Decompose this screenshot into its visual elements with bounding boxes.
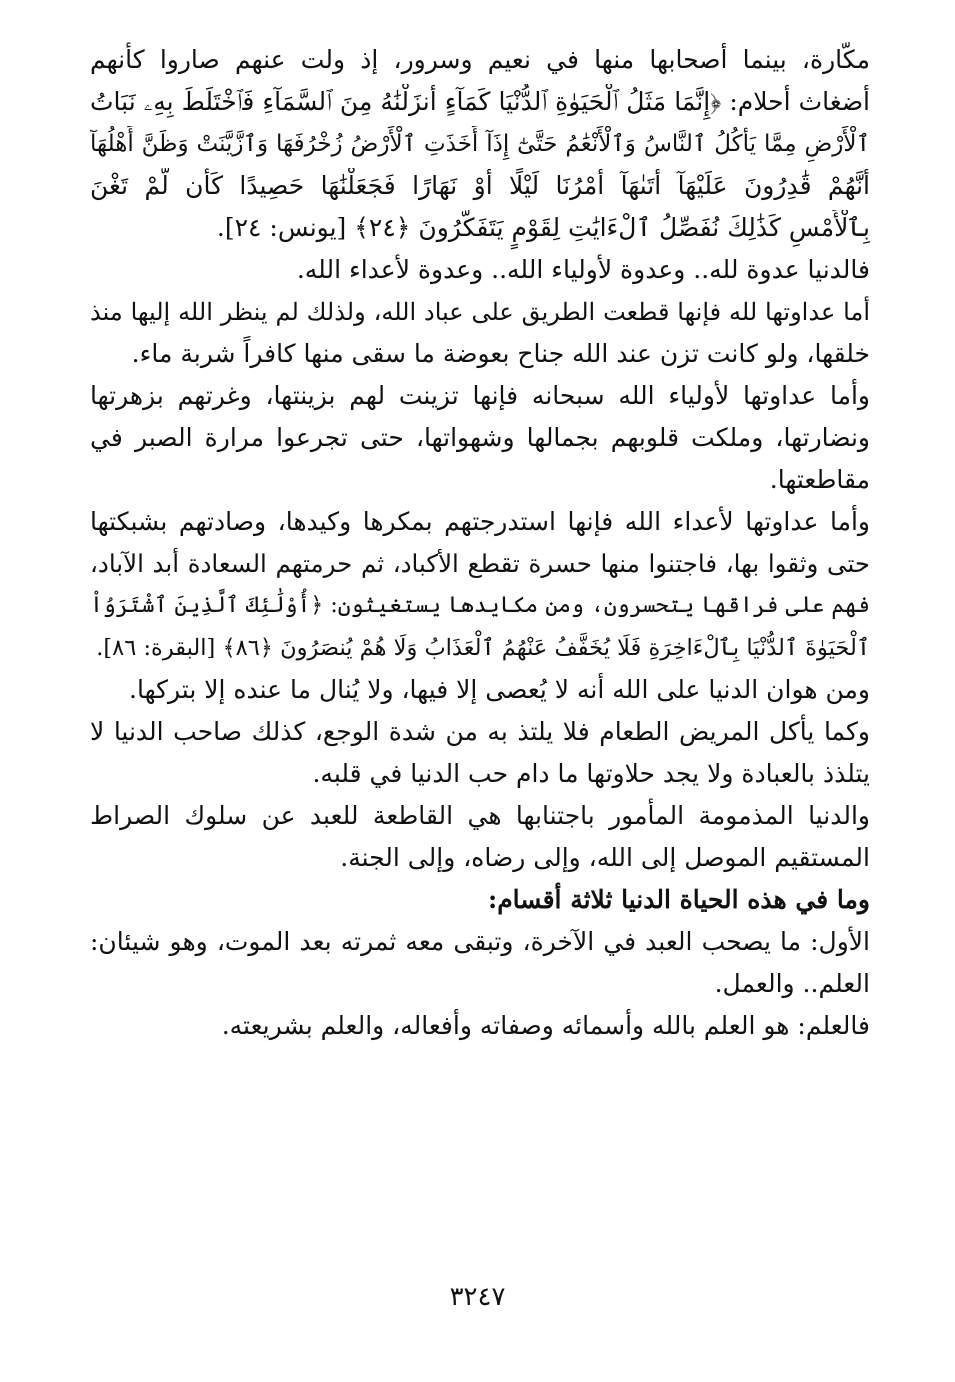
text-line: وكما يأكل المريض الطعام فلا يلتذ به من شدة الوجع، كذلك صاحب الدنيا لا: [90, 717, 870, 746]
page-number: ٣٢٤٧: [449, 1282, 506, 1312]
text-line: مقاطعتها.: [769, 465, 870, 494]
quran-verse-line: أضغاث أحلام: ﴿إِنَّمَا مَثَلُ ٱلْحَيَوٰةِ ٱلدُّنْيَا كَمَآءٍ أَنزَلْنَٰهُ مِنَ ٱلسَّمَآءِ فَٱخْتَلَطَ بِهِۦ نَبَاتُ: [90, 87, 870, 116]
text-line: يتلذذ بالعبادة ولا يجد حلاوتها ما دام حب الدنيا في قلبه.: [312, 759, 870, 788]
quran-verse-line: بِٱلْأَمْسِ كَذَٰلِكَ نُفَصِّلُ ٱلْءَايَٰتِ لِقَوْمٍ يَتَفَكَّرُونَ ﴿٢٤﴾ [يونس: ٢٤].: [216, 213, 870, 242]
text-line: فالعلم: هو العلم بالله وأسمائه وصفاته وأفعاله، والعلم بشريعته.: [221, 1011, 870, 1040]
quran-verse-line: ٱلْحَيَوٰةَ ٱلدُّنْيَا بِٱلْءَاخِرَةِ فَلَا يُخَفَّفُ عَنْهُمُ ٱلْعَذَابُ وَلَا هُمْ يُنصَرُونَ ﴿٨٦﴾ [البقرة: ٨٦].: [96, 635, 870, 661]
text-line: والدنيا المذمومة المأمور باجتنابها هي القاطعة للعبد عن سلوك الصراط: [90, 801, 870, 830]
text-line: المستقيم الموصل إلى الله، وإلى رضاه، وإلى الجنة.: [340, 843, 870, 872]
text-line: حتى وثقوا بها، فاجتنوا منها حسرة تقطع الأكباد، ثم حرمتهم السعادة أبد الآباد،: [90, 549, 870, 578]
page-body: [90, 42, 870, 1050]
text-line: أما عداوتها لله فإنها قطعت الطريق على عباد الله، ولذلك لم ينظر الله إليها منذ: [90, 298, 870, 326]
text-line: فالدنيا عدوة لله.. وعدوة لأولياء الله.. وعدوة لأعداء الله.: [296, 255, 870, 284]
text-line: خلقها، ولو كانت تزن عند الله جناح بعوضة ما سقى منها كافراً شربة ماء.: [131, 339, 870, 368]
text-line: فهم على فراقها يتحسرون، ومن مكايدها يستغيثون: ﴿أُوْلَٰٓئِكَ ٱلَّذِينَ ٱشْتَرَوُاْ: [90, 593, 870, 618]
text-line: مكّارة، بينما أصحابها منها في نعيم وسرور، إذ ولت عنهم صاروا كأنهم: [90, 45, 870, 74]
text-line: وأما عداوتها لأعداء الله فإنها استدرجتهم بمكرها وكيدها، وصادتهم بشبكتها: [90, 507, 870, 536]
quran-verse-line: ٱلْأَرْضِ مِمَّا يَأْكُلُ ٱلنَّاسُ وَٱلْأَنْعَٰمُ حَتَّىٰٓ إِذَآ أَخَذَتِ ٱلْأَرْضُ زُخْرُفَهَا وَٱزَّيَّنَتْ وَظَنَّ أَهْلُهَآ: [90, 131, 870, 157]
text-line: الأول: ما يصحب العبد في الآخرة، وتبقى معه ثمرته بعد الموت، وهو شيئان:: [90, 927, 870, 956]
text-line: ونضارتها، وملكت قلوبهم بجمالها وشهواتها، حتى تجرعوا مرارة الصبر في: [90, 423, 870, 452]
section-heading: وما في هذه الحياة الدنيا ثلاثة أقسام:: [487, 885, 870, 914]
quran-verse-line: أَنَّهُمْ قَٰدِرُونَ عَلَيْهَآ أَتَىٰهَآ أَمْرُنَا لَيْلًا أَوْ نَهَارًا فَجَعَلْنَٰهَا حَصِيدًا كَأَن لَّمْ تَغْنَ: [90, 171, 870, 200]
text-line: ومن هوان الدنيا على الله أنه لا يُعصى إلا فيها، ولا يُنال ما عنده إلا بتركها.: [129, 675, 870, 704]
text-line: وأما عداوتها لأولياء الله سبحانه فإنها تزينت لهم بزينتها، وغرتهم بزهرتها: [90, 381, 870, 410]
text-line: العلم.. والعمل.: [714, 969, 870, 998]
